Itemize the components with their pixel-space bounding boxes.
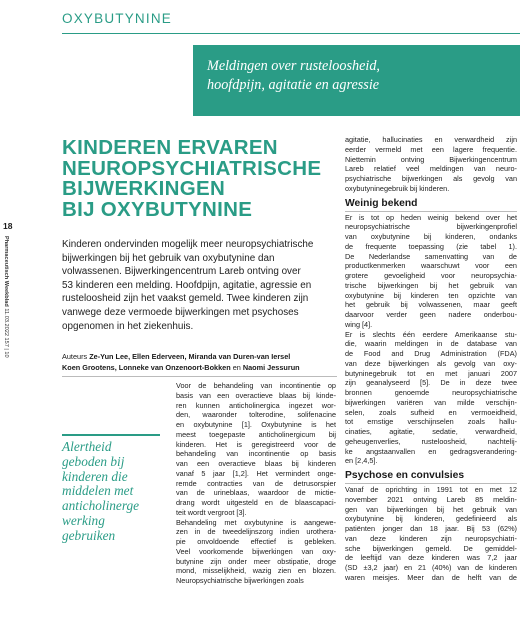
subtitle-banner (193, 45, 520, 116)
body-line: psychiatrische bijwerkingen als gevolg van (345, 174, 517, 183)
body-line: Veel voorkomende bijwerkingen van oxy- (176, 546, 336, 556)
body-line: waren meisjes. Meer dan de helft van de (345, 572, 517, 582)
body-line: bijwerkingen variëren van milde verschijn- (345, 397, 517, 407)
body-line: Niettemin ontving Bijwerkingencentrum (345, 154, 517, 164)
journal-label (3, 236, 9, 358)
body-line: (SD ±3,2 jaar) en 21 (40%) van de kinderen (345, 563, 517, 572)
quote-divider (62, 434, 160, 436)
body-line: van de urineblaas, waardoor de mictie- (176, 488, 336, 498)
body-line: eerder vermeld met een lagere frequentie. (345, 144, 517, 154)
body-line: Neuropsychiatrische bijwerkingen zoals (176, 576, 304, 585)
pull-quote (62, 440, 172, 544)
body-line: pie onvoldoende effectief is gebleken. (176, 537, 336, 546)
body-line: geheugenverlies, rusteloosheid, nachtelij- (345, 436, 517, 446)
section-heading-rule (345, 211, 517, 212)
body-line: cinaties, agitatie, sedatie, verwardheid, (345, 427, 517, 436)
page-number: 18 (3, 221, 13, 231)
body-line: oxybutynine bij kinderen, gedefinieerd als (345, 514, 517, 524)
body-line: wing [4]. (345, 319, 373, 329)
subtitle-line: hoofdpijn, agitatie en agressie (207, 77, 380, 93)
section-topic: OXYBUTYNINE (62, 11, 172, 26)
body-line: het gebruik bij volwassenen, maar geeft (345, 300, 517, 310)
intro-line: 53 kinderen een melding. Hoofdpijn, agitatie, agressie en (62, 279, 312, 291)
body-line: Behandeling met oxybutynine is aangewe- (176, 517, 336, 527)
body-line: en oxybutynine [1]. Oxybutynine is het (176, 420, 336, 429)
body-line: bronnen genoemde neuropsychiatrische (345, 388, 517, 397)
topic-rule (62, 33, 520, 34)
section-heading-rule (345, 483, 517, 484)
body-line: meest toegepaste anticholinergicum bij (176, 429, 336, 439)
headline-line: BIJ OXYBUTYNINE (62, 197, 253, 221)
body-line: grotere gevoeligheid voor neuropsychia- (345, 271, 517, 280)
body-line: van deze kinderen zijn neuropsychiatri- (345, 533, 517, 543)
body-column-right (345, 135, 517, 583)
intro-line: rusteloosheid zijn het vaakst gemeld. Twee kinderen zijn (62, 293, 309, 305)
body-line: ke angstaanvallen en gedragsverandering- (345, 446, 517, 456)
body-line: oxybutynine bij kinderen ten opzichte van (345, 290, 517, 300)
intro-line: bijwerkingen bij het gebruik van oxybutynine dan (62, 252, 275, 264)
body-line: zijn geanalyseerd [5]. De in deze twee (345, 378, 517, 388)
body-line: de leeftijd van deze kinderen was 7,2 jaar (345, 553, 517, 563)
body-line: teit wordt vergroot [3]. (176, 507, 247, 517)
body-line: butyninegebruik tot en met januari 2007 (345, 368, 517, 378)
authors-divider (62, 376, 337, 377)
body-line: en [2,4,5]. (345, 456, 378, 466)
journal-name: Pharmaceutisch Weekblad (3, 236, 9, 307)
body-line: mond, misselijkheid, wazig zien en blozen. (176, 566, 336, 576)
body-line: trische bijwerkingen bij het gebruik van (345, 280, 517, 290)
authors-last: Naomi Jessurun (242, 363, 300, 373)
body-line: selen, zoals sufheid en vermoeidheid, (345, 407, 517, 417)
body-line: Er is tot op heden weinig bekend over het (345, 212, 517, 222)
body-line: ren kunnen anticholinergica ingezet wor- (176, 400, 336, 410)
body-line: productkenmerken waarschuwt voor een (345, 261, 517, 271)
body-line: van oxybutynine bij kinderen, ondanks (345, 232, 517, 241)
body-line: kinderen. Het is geregistreerd voor de (176, 439, 336, 449)
body-line: van een overactieve blaas bij kinderen (176, 459, 336, 468)
authors-line-1: Ze-Yun Lee, Ellen Ederveen, Miranda van Duren-van Iersel (89, 352, 291, 361)
headline-line: NEUROPSYCHIATRISCHE (62, 156, 322, 180)
body-line: behandeling van incontinentie op basis (176, 449, 336, 459)
body-line: agitatie, hallucinaties en verwardheid zijn (345, 135, 517, 144)
authors-line-2: Koen Grootens, Lonneke van Onzenoort-Bokken (62, 363, 231, 373)
body-line: neuropsychiatrische bijwerkingenprofiel (345, 222, 517, 232)
body-line: oxybutyninegebruik bij kinderen. (345, 183, 450, 193)
body-line: Er is slechts één eerdere Amerikaanse stu- (345, 329, 517, 339)
body-line: de frequente toepassing (zie tabel 1). (345, 241, 517, 251)
body-line: van deze bijwerkingen als gevolg van oxy- (345, 358, 517, 368)
quote-line: werking (62, 512, 105, 528)
body-line: butynine zijn onder meer obstipatie, droge (176, 556, 336, 566)
authors-prefix: Auteurs (62, 352, 88, 361)
headline-line: BIJWERKINGEN (62, 177, 226, 200)
body-line: den, waaronder tolterodine, solifenacine (176, 410, 336, 420)
subtitle-line: Meldingen over rusteloosheid, (207, 58, 380, 74)
quote-line: Alertheid (62, 439, 112, 454)
body-line: november 2021 ontving Lareb 85 meldin- (345, 494, 517, 504)
section-heading-psychose: Psychose en convulsies (345, 470, 465, 481)
body-line: sche bijwerkingen gemeld. De gemiddel- (345, 543, 517, 553)
intro-line: vanwege deze vermoede bijwerkingen met psychoses (62, 306, 299, 318)
body-line: Voor de behandeling van incontinentie op (176, 381, 336, 390)
journal-issue: 11.03.2022 157 | 10 (3, 308, 9, 358)
body-line: gen van bijwerkingen bij het gebruik van (345, 504, 517, 514)
body-line: basis van een overactieve blaas bij kinde- (176, 390, 336, 400)
intro-line: opgenomen in het ziekenhuis. (62, 320, 194, 332)
body-line: de Food and Drug Administration (FDA) (345, 349, 517, 358)
quote-line: geboden bij (62, 453, 125, 469)
author-list (62, 351, 342, 374)
quote-line: anticholinerge (62, 498, 140, 514)
section-heading-weinig-bekend: Weinig bekend (345, 197, 418, 209)
body-line: die, waarin meldingen in de database van (345, 339, 517, 349)
quote-line: gebruiken (62, 527, 116, 543)
quote-line: middelen met (62, 483, 134, 499)
body-line: Lareb relatief veel meldingen van neuro- (345, 164, 517, 174)
authors-and: en (232, 363, 241, 373)
body-line: vanaf 5 jaar [1,2]. Het vermindert onge- (176, 468, 336, 478)
body-line: tot ernstige verschijnselen zoals hallu- (345, 417, 517, 427)
intro-text (62, 238, 337, 333)
body-line: zen in de tweedelijnszorg indien urothera- (176, 527, 336, 537)
body-line: patiënten jonger dan 18 jaar. Bij 53 (62%) (345, 524, 517, 533)
body-column-middle (176, 381, 336, 586)
intro-line: Kinderen ondervinden mogelijk meer neuropsychiatrische (62, 239, 314, 250)
body-line: daarvoor verder geen nadere onderbou- (345, 310, 517, 319)
headline-line: KINDEREN ERVAREN (62, 136, 278, 159)
body-line: remde contracties van de detrusorspier (176, 478, 336, 488)
intro-line: volwassenen. Bijwerkingencentrum Lareb ontving over (62, 266, 301, 278)
body-line: De Nederlandse samenvatting van de (345, 251, 517, 261)
headline (62, 138, 337, 220)
quote-line: kinderen die (62, 468, 128, 484)
body-line: Vanaf de oprichting in 1991 tot en met 12 (345, 485, 517, 494)
body-line: drang wordt uitgesteld en de blaascapaci- (176, 498, 336, 507)
